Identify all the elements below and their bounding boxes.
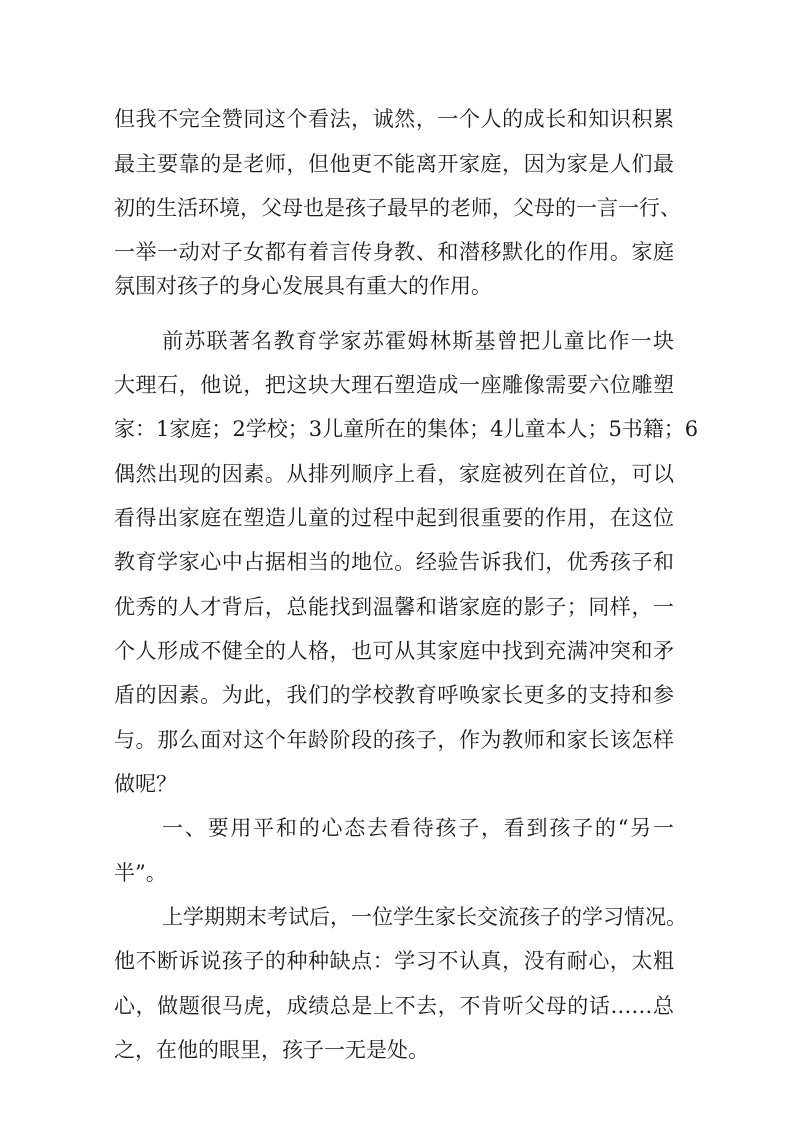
text-line: 前苏联著名教育学家苏霍姆林斯基曾把儿童比作一块 [162,329,674,353]
text-line: 氛围对孩子的身心发展具有重大的作用。 [114,274,492,298]
text-line: 初的生活环境，父母也是孩子最早的老师，父母的一言一行、 [114,196,681,220]
text-line: 偶然出现的因素。从排列顺序上看，家庭被列在首位，可以 [114,462,674,486]
text-line: 最主要靠的是老师，但他更不能离开家庭，因为家是人们最 [114,152,674,176]
text-line: 半”。 [114,861,167,885]
text-line: 一、要用平和的心态去看待孩子，看到孩子的“另一 [162,816,674,840]
text-line: 他不断诉说孩子的种种缺点：学习不认真，没有耐心，太粗 [114,949,674,973]
text-line: 大理石，他说，把这块大理石塑造成一座雕像需要六位雕塑 [114,373,674,397]
text-line: 一举一动对子女都有着言传身教、和潜移默化的作用。家庭 [114,240,674,264]
text-line: 上学期期末考试后，一位学生家长交流孩子的学习情况。 [162,905,687,929]
text-line: 看得出家庭在塑造儿童的过程中起到很重要的作用，在这位 [114,506,674,530]
text-line: 之，在他的眼里，孩子一无是处。 [114,1038,429,1062]
text-line: 教育学家心中占据相当的地位。经验告诉我们，优秀孩子和 [114,550,674,574]
text-line: 家：1家庭；2学校；3儿童所在的集体；4儿童本人；5书籍；6 [114,417,699,441]
text-line: 与。那么面对这个年龄阶段的孩子，作为教师和家长该怎样 [114,728,674,752]
text-line: 优秀的人才背后，总能找到温馨和谐家庭的影子；同样，一 [114,595,674,619]
text-line: 个人形成不健全的人格，也可从其家庭中找到充满冲突和矛 [114,639,674,663]
text-line: 盾的因素。为此，我们的学校教育呼唤家长更多的支持和参 [114,683,674,707]
text-line: 心，做题很马虎，成绩总是上不去，不肯听父母的话……总 [114,994,674,1018]
text-line: 做呢？ [114,772,177,796]
text-line: 但我不完全赞同这个看法，诚然，一个人的成长和知识积累 [114,107,674,131]
